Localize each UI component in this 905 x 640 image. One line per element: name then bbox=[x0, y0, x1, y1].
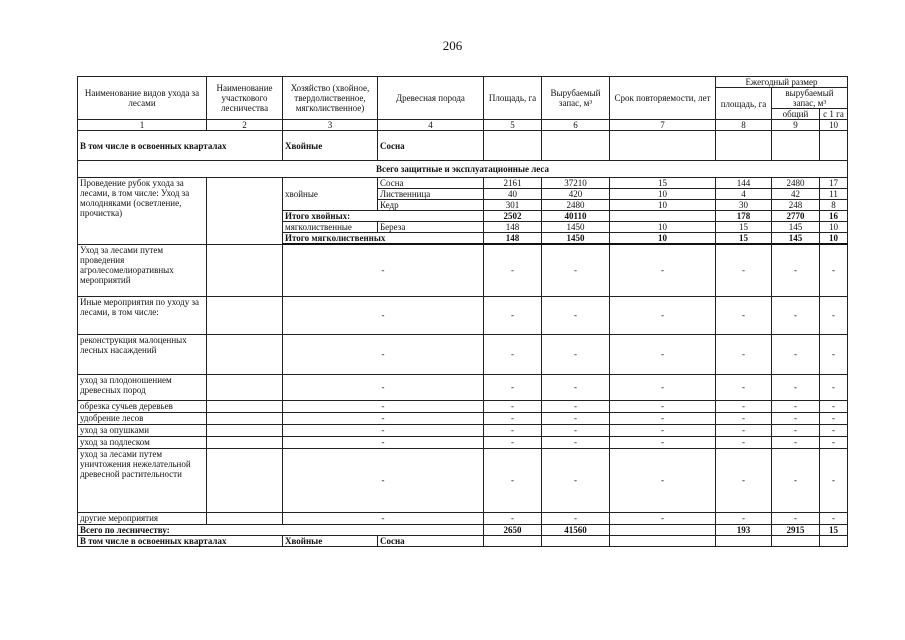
annual-area-cell: 193 bbox=[716, 524, 772, 535]
care-activity-row bbox=[78, 400, 848, 412]
dash-cell: - bbox=[484, 400, 542, 412]
dash-cell: - bbox=[484, 412, 542, 424]
species-cell: Береза bbox=[378, 222, 484, 233]
care-activity-row bbox=[78, 412, 848, 424]
dash-cell: - bbox=[283, 512, 484, 524]
dash-rows bbox=[78, 244, 848, 524]
farm-cell: Хвойные bbox=[283, 535, 378, 546]
dash-cell: - bbox=[542, 512, 610, 524]
header-farm-type: Хозяйство (хвойное, твердолиственное, мягколиственное) bbox=[283, 77, 378, 120]
annual-volume-cell: 145 bbox=[772, 233, 820, 245]
district-cell bbox=[207, 334, 283, 374]
header-period: Срок повторяемости, лет bbox=[610, 77, 716, 120]
care-activity-row bbox=[78, 296, 848, 334]
annual-volume-cell: 2915 bbox=[772, 524, 820, 535]
care-activity-row bbox=[78, 334, 848, 374]
dash-cell: - bbox=[484, 448, 542, 512]
per-ha-cell: 8 bbox=[820, 200, 848, 211]
district-cell bbox=[207, 512, 283, 524]
dash-cell: - bbox=[772, 244, 820, 296]
section-title: Всего защитные и эксплуатационные леса bbox=[78, 161, 848, 178]
volume-cell: 1450 bbox=[542, 233, 610, 245]
dash-cell: - bbox=[716, 296, 772, 334]
volume-cell: 37210 bbox=[542, 178, 610, 189]
col-num: 7 bbox=[610, 120, 716, 131]
dash-cell: - bbox=[610, 448, 716, 512]
dash-cell: - bbox=[283, 424, 484, 436]
farm-cell: хвойные bbox=[283, 178, 378, 211]
per-ha-cell: 15 bbox=[820, 524, 848, 535]
col-num: 3 bbox=[283, 120, 378, 131]
dash-cell: - bbox=[772, 424, 820, 436]
species-cell: Лиственница bbox=[378, 189, 484, 200]
col-num: 2 bbox=[207, 120, 283, 131]
activity-label: Уход за лесами путем проведения агролесомелиоративных мероприятий bbox=[78, 244, 207, 296]
dash-cell: - bbox=[820, 244, 848, 296]
dash-cell: - bbox=[542, 412, 610, 424]
activity-label: обрезка сучьев деревьев bbox=[78, 400, 207, 412]
dash-cell: - bbox=[610, 334, 716, 374]
activity-label: уход за опушками bbox=[78, 424, 207, 436]
dash-cell: - bbox=[820, 374, 848, 400]
annual-area-cell: 15 bbox=[716, 222, 772, 233]
volume-cell: 420 bbox=[542, 189, 610, 200]
activity-label: другие мероприятия bbox=[78, 512, 207, 524]
dash-cell: - bbox=[610, 400, 716, 412]
row-label: В том числе в освоенных кварталах bbox=[78, 131, 283, 161]
header-species: Древесная порода bbox=[378, 77, 484, 120]
dash-cell: - bbox=[283, 296, 484, 334]
annual-volume-cell: 145 bbox=[772, 222, 820, 233]
row-label: В том числе в освоенных кварталах bbox=[78, 535, 283, 546]
dash-cell: - bbox=[542, 424, 610, 436]
dash-cell: - bbox=[283, 412, 484, 424]
dash-cell: - bbox=[716, 244, 772, 296]
farm-cell: Хвойные bbox=[283, 131, 378, 161]
period-cell: 10 bbox=[610, 189, 716, 200]
activity-label: удобрение лесов bbox=[78, 412, 207, 424]
annual-volume-cell: 2770 bbox=[772, 211, 820, 222]
dash-cell: - bbox=[484, 512, 542, 524]
dash-cell: - bbox=[542, 374, 610, 400]
district-cell bbox=[207, 400, 283, 412]
species-cell: Кедр bbox=[378, 200, 484, 211]
per-ha-cell: 10 bbox=[820, 222, 848, 233]
dash-cell: - bbox=[820, 296, 848, 334]
dash-cell: - bbox=[484, 424, 542, 436]
dash-cell: - bbox=[820, 400, 848, 412]
dash-cell: - bbox=[772, 334, 820, 374]
col-num: 6 bbox=[542, 120, 610, 131]
dash-cell: - bbox=[820, 424, 848, 436]
header-care-type: Наименование видов ухода за лесами bbox=[78, 77, 207, 120]
dash-cell: - bbox=[820, 436, 848, 448]
per-ha-cell: 16 bbox=[820, 211, 848, 222]
forest-care-table bbox=[77, 76, 848, 547]
species-cell: Сосна bbox=[378, 131, 484, 161]
developed-quarters-row bbox=[78, 535, 848, 546]
annual-volume-cell: 248 bbox=[772, 200, 820, 211]
farm-cell: мягколиственные bbox=[283, 222, 378, 233]
dash-cell: - bbox=[484, 296, 542, 334]
dash-cell: - bbox=[820, 448, 848, 512]
dash-cell: - bbox=[716, 374, 772, 400]
annual-area-cell: 30 bbox=[716, 200, 772, 211]
dash-cell: - bbox=[820, 412, 848, 424]
column-numbers-row bbox=[78, 120, 848, 131]
dash-cell: - bbox=[542, 296, 610, 334]
dash-cell: - bbox=[772, 512, 820, 524]
page-number: 206 bbox=[442, 38, 463, 53]
dash-cell: - bbox=[283, 374, 484, 400]
activity-label: Иные мероприятия по уходу за лесами, в том числе: bbox=[78, 296, 207, 334]
dash-cell: - bbox=[772, 412, 820, 424]
annual-volume-cell: 42 bbox=[772, 189, 820, 200]
area-cell: 2650 bbox=[484, 524, 542, 535]
annual-area-cell: 4 bbox=[716, 189, 772, 200]
annual-area-cell: 15 bbox=[716, 233, 772, 245]
dash-cell: - bbox=[484, 436, 542, 448]
dash-cell: - bbox=[484, 244, 542, 296]
dash-cell: - bbox=[610, 296, 716, 334]
annual-area-cell: 144 bbox=[716, 178, 772, 189]
header-area: Площадь, га bbox=[484, 77, 542, 120]
header-total: общий bbox=[772, 109, 820, 120]
district-cell bbox=[207, 374, 283, 400]
table-row bbox=[78, 178, 848, 189]
per-ha-cell: 17 bbox=[820, 178, 848, 189]
header-row-1 bbox=[78, 77, 848, 88]
dash-cell: - bbox=[542, 400, 610, 412]
care-activity-row bbox=[78, 448, 848, 512]
activity-label: уход за подлеском bbox=[78, 436, 207, 448]
volume-cell: 41560 bbox=[542, 524, 610, 535]
district-cell bbox=[207, 412, 283, 424]
period-cell bbox=[610, 524, 716, 535]
activity-label: уход за лесами путем уничтожения нежелательной древесной растительности bbox=[78, 448, 207, 512]
area-cell: 2502 bbox=[484, 211, 542, 222]
dash-cell: - bbox=[772, 400, 820, 412]
period-cell: 15 bbox=[610, 178, 716, 189]
dash-cell: - bbox=[716, 436, 772, 448]
dash-cell: - bbox=[716, 400, 772, 412]
dash-cell: - bbox=[820, 334, 848, 374]
dash-cell: - bbox=[542, 436, 610, 448]
per-ha-cell: 10 bbox=[820, 233, 848, 245]
care-activity-row bbox=[78, 436, 848, 448]
annual-volume-cell: 2480 bbox=[772, 178, 820, 189]
dash-cell: - bbox=[610, 374, 716, 400]
dash-cell: - bbox=[610, 424, 716, 436]
col-num: 1 bbox=[78, 120, 207, 131]
volume-cell: 40110 bbox=[542, 211, 610, 222]
species-cell: Сосна bbox=[378, 178, 484, 189]
district-cell bbox=[207, 436, 283, 448]
species-cell: Сосна bbox=[378, 535, 484, 546]
dash-cell: - bbox=[283, 334, 484, 374]
dash-cell: - bbox=[283, 448, 484, 512]
col-num: 4 bbox=[378, 120, 484, 131]
care-activity-row bbox=[78, 512, 848, 524]
dash-cell: - bbox=[283, 436, 484, 448]
dash-cell: - bbox=[610, 512, 716, 524]
activity-label: реконструкция малоценных лесных насаждений bbox=[78, 334, 207, 374]
annual-area-cell: 178 bbox=[716, 211, 772, 222]
dash-cell: - bbox=[283, 244, 484, 296]
district-cell bbox=[207, 178, 283, 245]
dash-cell: - bbox=[716, 448, 772, 512]
area-cell: 301 bbox=[484, 200, 542, 211]
district-cell bbox=[207, 424, 283, 436]
total-label: Итого хвойных: bbox=[283, 211, 484, 222]
period-cell: 10 bbox=[610, 200, 716, 211]
dash-cell: - bbox=[772, 296, 820, 334]
area-cell: 148 bbox=[484, 222, 542, 233]
dash-cell: - bbox=[283, 400, 484, 412]
header-volume: Вырубаемый запас, м³ bbox=[542, 77, 610, 120]
header-annual-area: площадь, га bbox=[716, 88, 772, 120]
dash-cell: - bbox=[716, 512, 772, 524]
volume-cell: 1450 bbox=[542, 222, 610, 233]
district-cell bbox=[207, 448, 283, 512]
dash-cell: - bbox=[610, 412, 716, 424]
section-title-row bbox=[78, 161, 848, 178]
col-num: 9 bbox=[772, 120, 820, 131]
total-forestry-row bbox=[78, 524, 848, 535]
dash-cell: - bbox=[820, 512, 848, 524]
dash-cell: - bbox=[716, 334, 772, 374]
col-num: 5 bbox=[484, 120, 542, 131]
dash-cell: - bbox=[542, 334, 610, 374]
area-cell: 148 bbox=[484, 233, 542, 245]
dash-cell: - bbox=[542, 244, 610, 296]
care-activity-row bbox=[78, 424, 848, 436]
period-cell: 10 bbox=[610, 233, 716, 245]
dash-cell: - bbox=[610, 436, 716, 448]
total-label: Всего по лесничеству: bbox=[78, 524, 484, 535]
area-cell: 40 bbox=[484, 189, 542, 200]
header-annual-volume: вырубаемый запас, м³ bbox=[772, 88, 848, 109]
total-label: Итого мягколиственных bbox=[283, 233, 484, 245]
header-per-ha: с 1 га bbox=[820, 109, 848, 120]
care-activity-row bbox=[78, 374, 848, 400]
activity-label: уход за плодоношением древесных пород bbox=[78, 374, 207, 400]
care-activity-row bbox=[78, 244, 848, 296]
volume-cell: 2480 bbox=[542, 200, 610, 211]
header-annual: Ежегодный размер bbox=[716, 77, 848, 88]
dash-cell: - bbox=[772, 448, 820, 512]
per-ha-cell: 11 bbox=[820, 189, 848, 200]
dash-cell: - bbox=[716, 412, 772, 424]
period-cell bbox=[610, 211, 716, 222]
dash-cell: - bbox=[610, 244, 716, 296]
district-cell bbox=[207, 244, 283, 296]
dash-cell: - bbox=[716, 424, 772, 436]
col-num: 10 bbox=[820, 120, 848, 131]
area-cell: 2161 bbox=[484, 178, 542, 189]
developed-quarters-row bbox=[78, 131, 848, 161]
dash-cell: - bbox=[772, 374, 820, 400]
period-cell: 10 bbox=[610, 222, 716, 233]
thinning-label: Проведение рубок ухода за лесами, в том числе: Уход за молодняками (осветление, прочистка) bbox=[78, 178, 207, 245]
district-cell bbox=[207, 296, 283, 334]
dash-cell: - bbox=[484, 334, 542, 374]
header-district: Наименование участкового лесничества bbox=[207, 77, 283, 120]
col-num: 8 bbox=[716, 120, 772, 131]
dash-cell: - bbox=[542, 448, 610, 512]
dash-cell: - bbox=[772, 436, 820, 448]
dash-cell: - bbox=[484, 374, 542, 400]
